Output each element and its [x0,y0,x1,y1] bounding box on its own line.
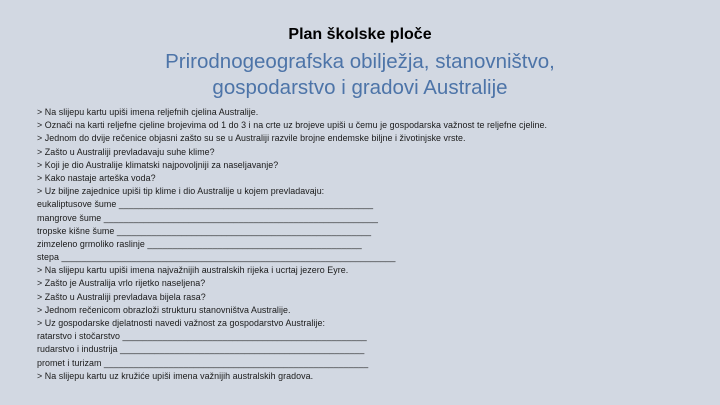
slide-title-line-1: Prirodnogeografska obilježja, stanovništvo, [165,50,555,73]
task-line: > Zašto u Australiji prevladava bijela rasa? [37,291,206,302]
fill-in-line: rudarstvo i industrija _________________________________________________ [37,344,365,355]
task-line: > Uz gospodarske djelatnosti navedi važnost za gospodarstvo Australije: [37,318,325,328]
slide-title [0,49,720,101]
fill-in-line: tropske kišne šume ___________________________________________________ [37,225,372,236]
task-line: > Na slijepu kartu upiši imena najvažnijih australskih rijeka i ucrtaj jezero Eyre. [37,265,349,276]
slide-heading: Plan školske ploče [288,26,432,43]
task-line: > Zašto je Australija vrlo rijetko naseljena? [37,278,206,289]
fill-in-line: stepa ___________________________________________________________________ [37,252,396,263]
fill-in-line: ratarstvo i stočarstvo _________________________________________________ [37,331,367,342]
task-line: > Kako nastaje arteška voda? [37,172,156,183]
task-line: > Na slijepu kartu upiši imena reljefnih cjelina Australije. [37,107,259,117]
task-line: > Koji je dio Australije klimatski najpovoljniji za naseljavanje? [37,159,279,170]
task-line: > Jednom rečenicom obrazloži strukturu stanovništva Australije. [37,304,291,315]
slide-title-line-2: gospodarstvo i gradovi Australije [212,76,508,99]
fill-in-line: eukaliptusove šume ___________________________________________________ [37,199,374,210]
task-list [37,106,717,383]
fill-in-line: promet i turizam _____________________________________________________ [37,357,369,368]
task-line: > Jednom do dvije rečenice objasni zašto su se u Australiji razvile brojne endemske biljne i životinjske vrste. [37,133,466,144]
task-line: > Označi na karti reljefne cjeline brojevima od 1 do 3 i na crte uz brojeve upiši u čemu je gospodarska važnost te reljefne cjeline. [37,120,548,131]
task-line: > Zašto u Australiji prevladavaju suhe klime? [37,146,215,157]
task-line: > Uz biljne zajednice upiši tip klime i dio Australije u kojem prevladavaju: [37,186,325,197]
task-line: > Na slijepu kartu uz kružiće upiši imena važnijih australskih gradova. [37,370,314,381]
fill-in-line: mangrove šume _______________________________________________________ [37,212,379,223]
fill-in-line: zimzeleno grmoliko raslinje ___________________________________________ [37,238,362,249]
